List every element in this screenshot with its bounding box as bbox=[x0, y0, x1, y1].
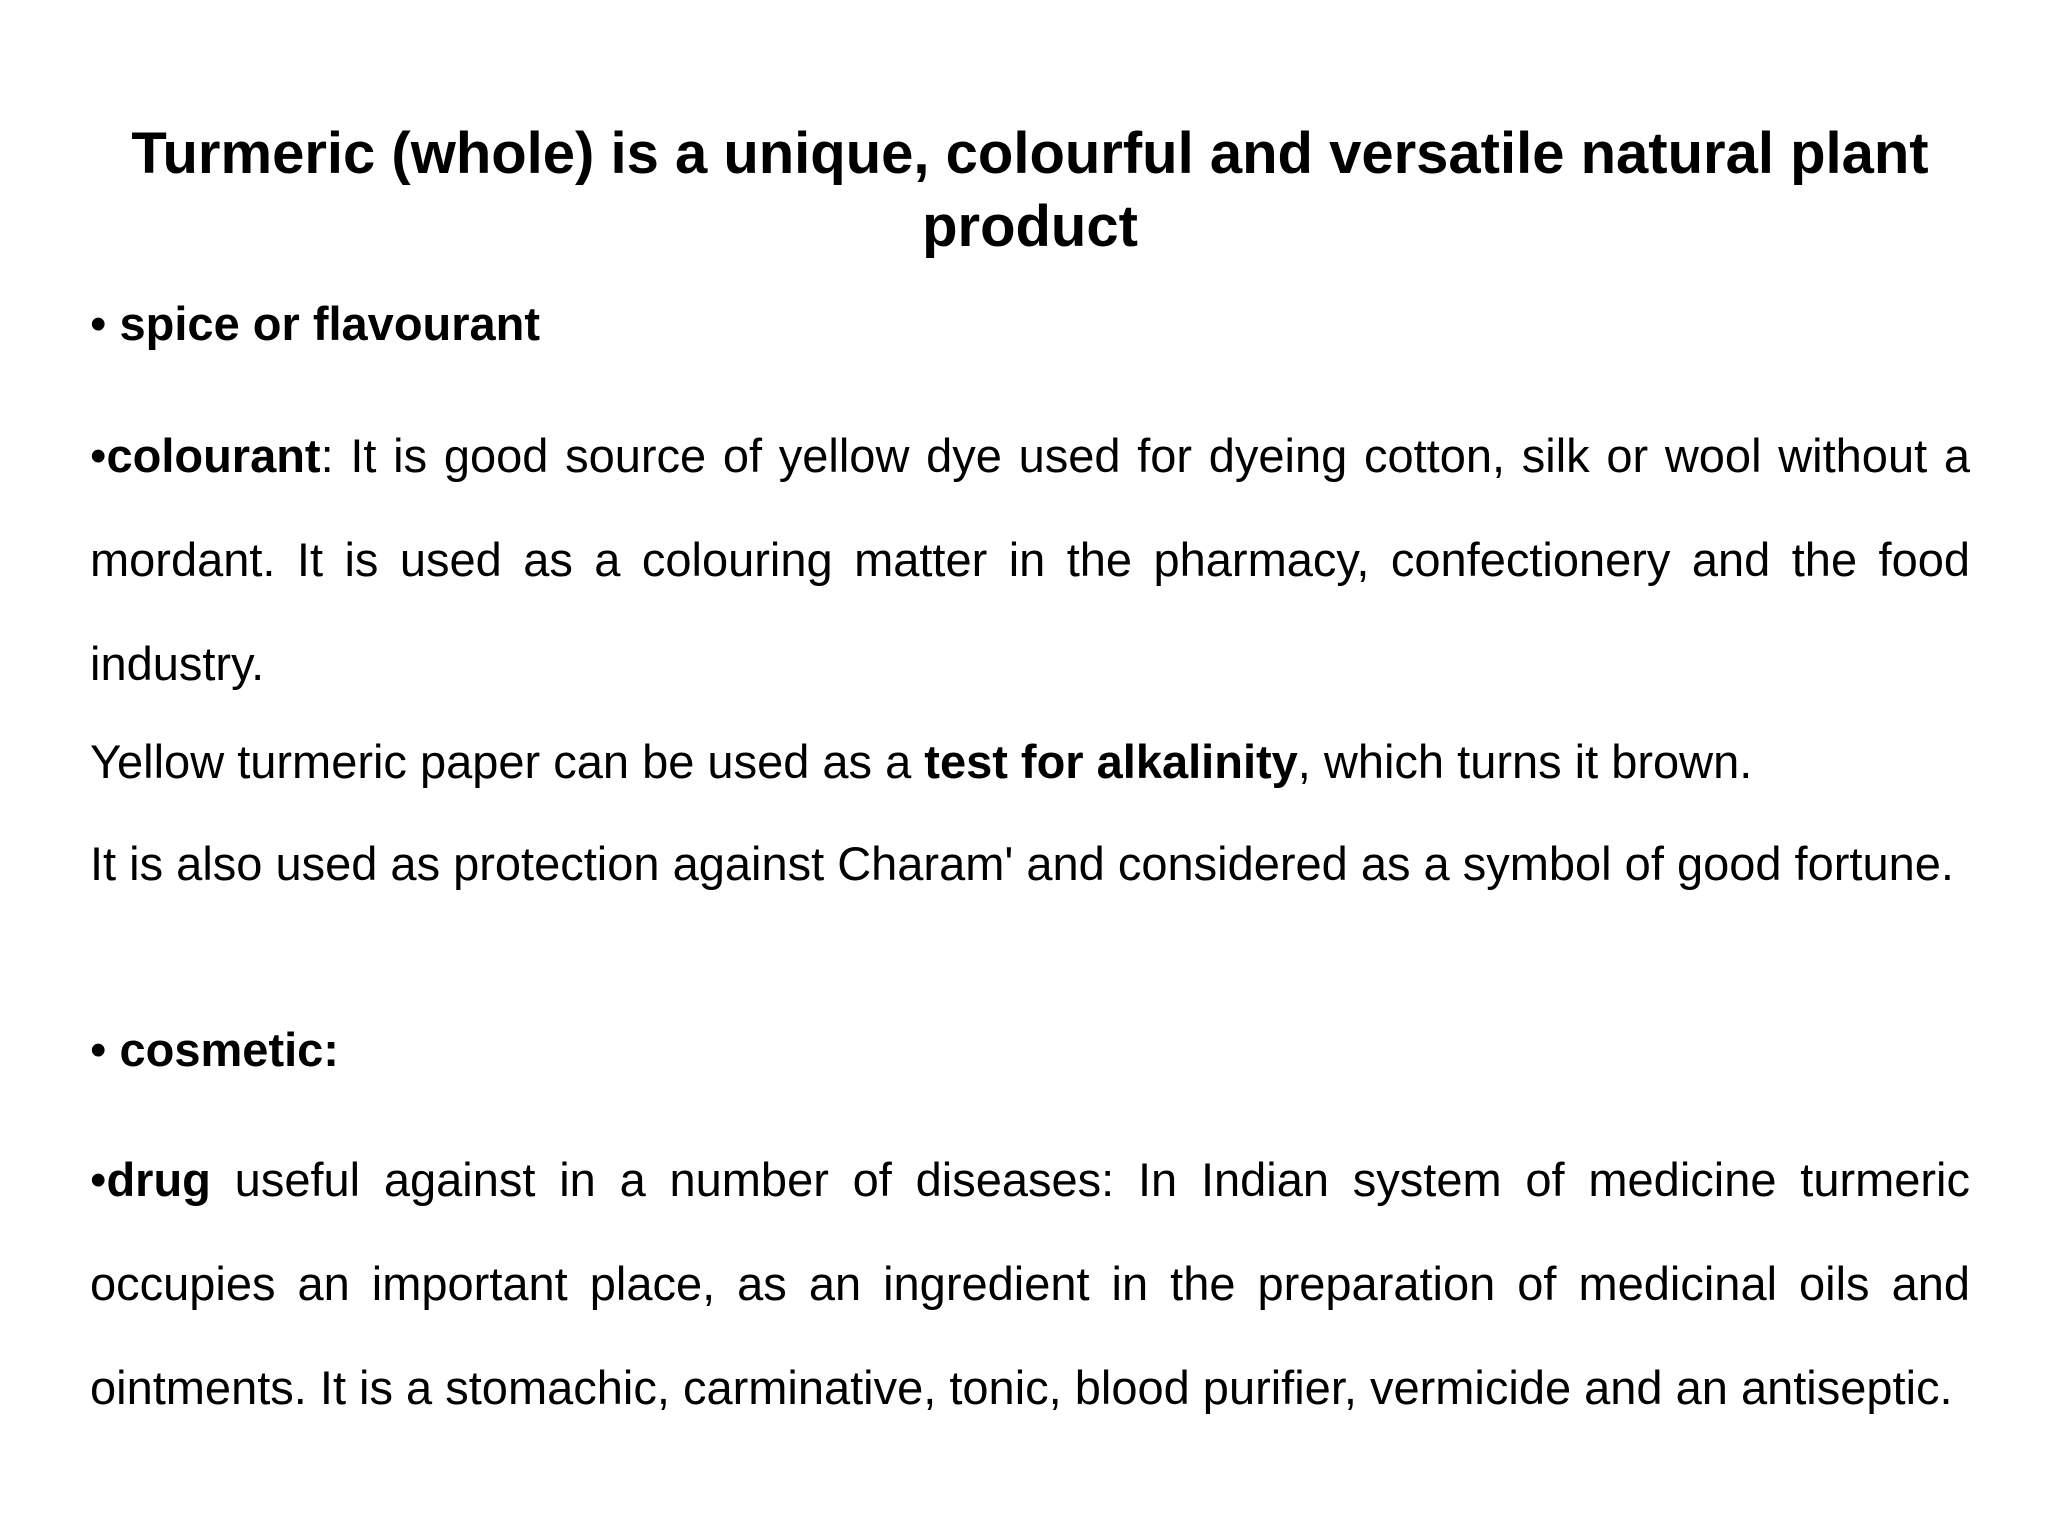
alkalinity-emphasis: test for alkalinity bbox=[924, 735, 1298, 788]
bullet-cosmetic-label: cosmetic: bbox=[106, 1023, 339, 1076]
bullet-drug bbox=[90, 1128, 1970, 1440]
alkalinity-suffix: , which turns it brown. bbox=[1297, 735, 1753, 788]
bullet-marker: • bbox=[90, 1023, 107, 1076]
alkalinity-prefix: Yellow turmeric paper can be used as a bbox=[90, 735, 925, 788]
bullet-drug-text: useful against in a number of diseases: In Indian system of medicine turmeric occupies an important place, as an ingredient in the preparation of medicinal oils and ointments. It is a stomachic, carminative, tonic, blood purifier, vermicide and an antiseptic. bbox=[90, 1153, 1970, 1414]
bullet-marker: • bbox=[90, 429, 107, 482]
bullet-drug-label: drug bbox=[106, 1153, 211, 1206]
protection-paragraph: It is also used as protection against Charam' and considered as a symbol of good fortune. bbox=[90, 837, 1954, 890]
slide-title: Turmeric (whole) is a unique, colourful and versatile natural plant product bbox=[131, 121, 1929, 259]
bullet-spice bbox=[90, 297, 1970, 350]
bullet-colourant bbox=[90, 404, 1970, 716]
bullet-marker: • bbox=[90, 1153, 107, 1206]
bullet-cosmetic bbox=[90, 1023, 1970, 1076]
alkalinity-paragraph bbox=[90, 710, 1970, 814]
bullet-marker: • bbox=[90, 297, 107, 350]
bullet-spice-label: spice or flavourant bbox=[106, 297, 541, 350]
bullet-colourant-text: : It is good source of yellow dye used for dyeing cotton, silk or wool without a mordant. It is used as a colouring matter in the pharmacy, confectionery and the food industry. bbox=[90, 429, 1970, 690]
bullet-colourant-label: colourant bbox=[106, 429, 321, 482]
